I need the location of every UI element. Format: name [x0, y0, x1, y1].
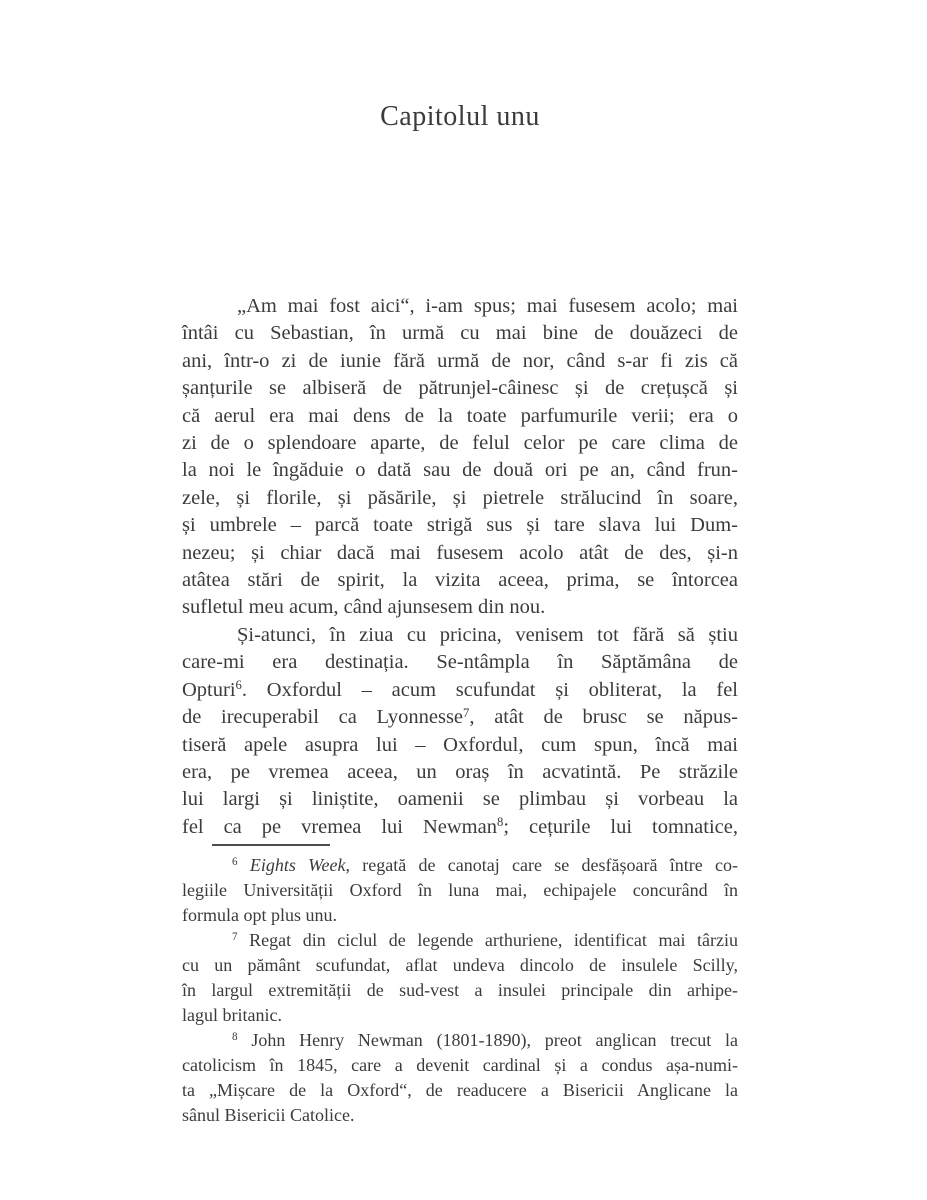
- body-line: [182, 677, 738, 704]
- body-line: [182, 540, 738, 567]
- body-line: [182, 375, 738, 402]
- text-run: ; cețurile lui tomnatice,: [503, 815, 738, 838]
- chapter-title: Capitolul unu: [380, 101, 540, 132]
- text-run: legiile Universității Oxford în luna mai, echipajele concurând în: [182, 880, 738, 900]
- footnotes-section: [182, 844, 738, 1128]
- footnote-marker: 7: [232, 931, 238, 944]
- footnote-line: [182, 903, 738, 928]
- text-run: sânul Bisericii Catolice.: [182, 1105, 355, 1125]
- footnote-separator: [212, 844, 330, 846]
- footnotes-text: [182, 853, 738, 1128]
- footnote-line: [182, 1053, 738, 1078]
- body-text: [182, 293, 738, 841]
- footnote-line: [182, 853, 738, 878]
- text-run: , atât de brusc se năpus-: [469, 706, 738, 729]
- text-run: . Oxfordul – acum scufundat și obliterat, la fel: [241, 678, 738, 701]
- text-run: fel ca pe vremea lui Newman: [182, 815, 497, 838]
- body-line: [182, 293, 738, 320]
- text-run: de irecuperabil ca Lyonnesse: [182, 706, 464, 729]
- footnote-line: [182, 878, 738, 903]
- body-line: [182, 512, 738, 539]
- footnote-line: [182, 1003, 738, 1028]
- text-run: și umbrele – parcă toate strigă sus și tare slava lui Dum-: [182, 514, 738, 537]
- body-line: [182, 348, 738, 375]
- text-run: Regat din ciclul de legende arthuriene, identificat mai târziu: [237, 930, 738, 950]
- footnote-line: [182, 1078, 738, 1103]
- text-run: catolicism în 1845, care a devenit cardinal și a condus așa-numi-: [182, 1055, 738, 1075]
- text-run: ta „Mișcare de la Oxford“, de readucere a Bisericii Anglicane la: [182, 1080, 738, 1100]
- footnote-line: [182, 978, 738, 1003]
- text-run: formula opt plus unu.: [182, 905, 337, 925]
- text-run: care-mi era destinația. Se-ntâmpla în Săptămâna de: [182, 651, 738, 674]
- footnote-line: [182, 1028, 738, 1053]
- text-run: lui largi și liniștite, oamenii se plimbau și vorbeau la: [182, 788, 738, 811]
- body-line: [182, 622, 738, 649]
- body-line: [182, 786, 738, 813]
- text-run: în largul extremității de sud-vest a insulei principale din arhipe-: [182, 980, 738, 1000]
- body-line: [182, 732, 738, 759]
- text-run: ani, într-o zi de iunie fără urmă de nor, când s-ar fi zis că: [182, 349, 738, 372]
- paragraph: [182, 293, 738, 622]
- body-line: [182, 567, 738, 594]
- footnote: [182, 853, 738, 928]
- body-line: [182, 457, 738, 484]
- footnote-marker: 6: [232, 856, 238, 869]
- footnote-marker: 8: [496, 815, 504, 830]
- text-run: zi de o splendoare aparte, de felul celor pe care clima de: [182, 432, 738, 455]
- text-run: atâtea stări de spirit, la vizita aceea, prima, se întorcea: [182, 569, 738, 592]
- text-run: John Henry Newman (1801-1890), preot anglican trecut la: [237, 1030, 738, 1050]
- footnote: [182, 928, 738, 1028]
- body-line: [182, 759, 738, 786]
- text-run: Și-atunci, în ziua cu pricina, venisem tot fără să știu: [237, 623, 738, 646]
- text-run: nezeu; și chiar dacă mai fusesem acolo atât de des, și-n: [182, 541, 738, 564]
- text-run: era, pe vremea aceea, un oraș în acvatintă. Pe străzile: [182, 760, 738, 783]
- text-run: la noi le îngăduie o dată sau de două ori pe an, când frun-: [182, 459, 738, 482]
- text-run: „Am mai fost aici“, i-am spus; mai fusesem acolo; mai: [237, 295, 738, 317]
- italic-run: Eights Week: [249, 855, 346, 875]
- text-run: zele, și florile, și păsările, și pietrele strălucind în soare,: [182, 486, 738, 509]
- footnote: [182, 1028, 738, 1128]
- text-run: cu un pământ scufundat, aflat undeva dincolo de insulele Scilly,: [182, 955, 738, 975]
- text-run: tiseră apele asupra lui – Oxfordul, cum spun, încă mai: [182, 733, 738, 756]
- body-line: [182, 704, 738, 731]
- footnote-line: [182, 953, 738, 978]
- footnote-marker: 8: [232, 1031, 238, 1044]
- body-line: [182, 430, 738, 457]
- body-line: [182, 403, 738, 430]
- body-line: [182, 649, 738, 676]
- body-line: [182, 485, 738, 512]
- footnote-marker: 6: [235, 678, 242, 693]
- text-run: întâi cu Sebastian, în urmă cu mai bine de douăzeci de: [182, 322, 738, 345]
- text-run: lagul britanic.: [182, 1005, 282, 1025]
- body-line: [182, 814, 738, 841]
- body-line: [182, 320, 738, 347]
- footnote-marker: 7: [463, 705, 470, 720]
- text-run: sufletul meu acum, când ajunsesem din nou.: [182, 596, 546, 619]
- text-run: că aerul era mai dens de la toate parfumurile verii; era o: [182, 404, 738, 427]
- text-run: , regată de canotaj care se desfășoară între co-: [345, 855, 738, 875]
- footnote-line: [182, 1103, 738, 1128]
- body-line: [182, 594, 738, 621]
- text-run: șanțurile se albiseră de pătrunjel-câinesc și de crețușcă și: [182, 377, 738, 400]
- footnote-line: [182, 928, 738, 953]
- paragraph: [182, 622, 738, 841]
- text-run: Opturi: [182, 678, 236, 701]
- text-run: [238, 855, 250, 875]
